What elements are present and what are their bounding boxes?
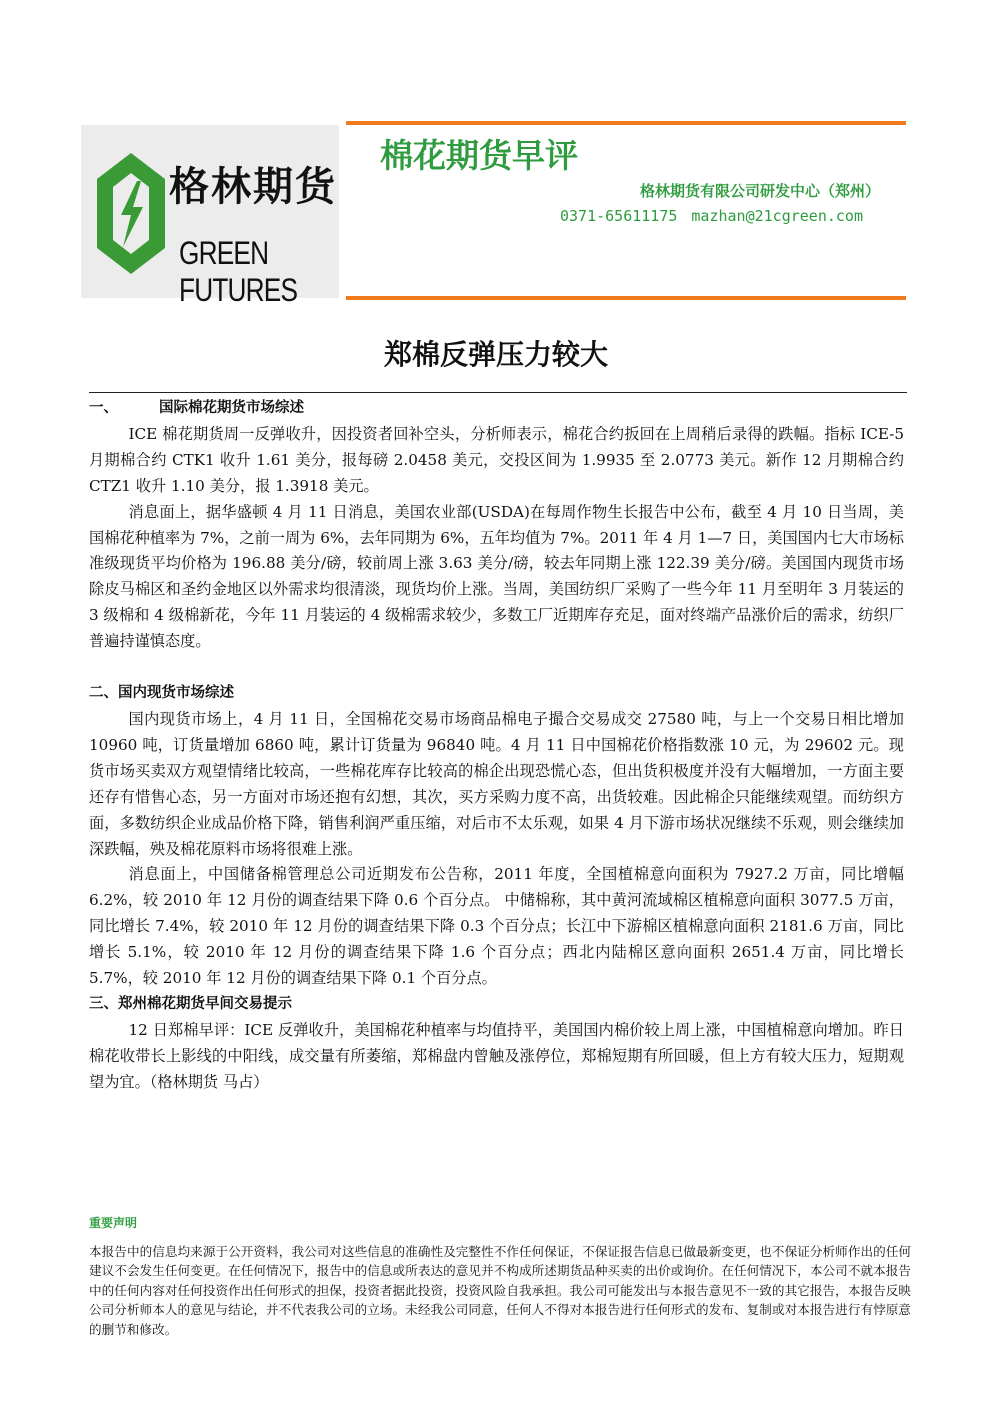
report-series-title: 棉花期货早评 [380,136,578,175]
section-heading-international [89,396,904,422]
section-heading-domestic: 二、国内现货市场综述 [89,685,234,702]
paragraph: 消息面上，据华盛顿 4 月 11 日消息，美国农业部(USDA)在每周作物生长报告中公布，截至 4 月 10 日当周，美国棉花种植率为 7%，之前一周为 6%，去年同期为 6%，五年均值为 7%。2011 年 4 月 1—7 日，美国国内七大市场标准级现货平均价格为 196.88 美分/磅，较前周上涨 3.63 美分/磅，较去年同期上涨 122.39 美分/磅。美国国内现货市场除皮马棉区和圣约金地区以外需求均很清淡，现货均价上涨。当周，美国纺织厂采购了一些今年 11 月至明年 3 月装运的 3 级棉和 4 级棉新花，今年 11 月装运的 4 级棉需求较少，多数工厂近期库存充足，面对终端产品涨价后的需求，纺织厂普遍持谨慎态度。 [89,502,904,651]
company-logo [81,125,339,308]
logo-english-name: GREEN FUTURES [179,235,298,308]
section-heading-trading-tips: 三、郑州棉花期货早间交易提示 [89,995,292,1012]
header-rule-bottom [346,296,906,300]
disclaimer-title: 重要声明 [89,1216,138,1230]
disclaimer-body: 本报告中的信息均来源于公开资料，我公司对这些信息的准确性及完整性不作任何保证，不保证报告信息已做最新变更，也不保证分析师作出的任何建议不会发生任何变更。在任何情况下，报告中的信息或所表达的意见并不构成所述期货品种买卖的出价或询价。在任何情况下，本公司不就本报告中的任何内容对任何投资作出任何形式的担保，投资者据此投资，投资风险自我承担。我公司可能发出与本报告意见不一致的其它报告，本报告反映公司分析师本人的意见与结论，并不代表我公司的立场。未经我公司同意，任何人不得对本报告进行任何形式的发布、复制或对本报告进行有悖原意的删节和修改。 [89,1244,911,1337]
spacer [89,655,904,681]
section-number: 一、 [89,400,118,416]
document-title: 郑棉反弹压力较大 [383,338,608,371]
title-divider [89,392,907,393]
paragraph: 12 日郑棉早评：ICE 反弹收升，美国棉花种植率与均值持平，美国国内棉价较上周上涨，中国植棉意向增加。昨日棉花收带长上影线的中阳线，成交量有所萎缩，郑棉盘内曾触及涨停位，郑棉短期有所回暖，但上方有较大压力，短期观望为宜。（格林期货 马占） [89,1020,904,1091]
contact-phone: 0371-65611175 [560,207,678,225]
green-futures-logo-icon [95,151,167,276]
contact-email: mazhan@21cgreen.com [691,207,863,225]
paragraph: 消息面上，中国储备棉管理总公司近期发布公告称，2011 年度，全国植棉意向面积为 7927.2 万亩，同比增幅 6.2%，较 2010 年 12 月份的调查结果下降 0.6 个百分点。 中储棉称，其中黄河流域棉区植棉意向面积 3077.5 万亩，同比增长 7.4%，较 2010 年 12 月份的调查结果下降 0.3 个百分点；长江中下游棉区植棉意向面积 2181.6 万亩，同比增长 5.1%，较 2010 年 12 月份的调查结果下降 1.6 个百分点；西北内陆棉区意向面积 2651.4 万亩，同比增长 5.7%，较 2010 年 12 月份的调查结果下降 0.1 个百分点。 [89,865,904,988]
logo-chinese-name: 格林期货 [169,164,337,210]
paragraph: 国内现货市场上，4 月 11 日，全国棉花交易市场商品棉电子撮合交易成交 27580 吨，与上一个交易日相比增加 10960 吨，订货量增加 6860 吨，累计订货量为 96840 吨。4 月 11 日中国棉花价格指数涨 10 元，为 29602 元。现货市场买卖双方观望情绪比较高，一些棉花库存比较高的棉企出现恐慌心态，但出货积极度并没有大幅增加，一方面主要还存有惜售心态，另一方面对市场还抱有幻想，其次，买方采购力度不高，出货较难。因此棉企只能继续观望。而纺织方面，多数纺织企业成品价格下降，销售利润严重压缩，对后市不太乐观，如果 4 月下游市场状况继续不乐观，则会继续加深跌幅，殃及棉花原料市场将很难上涨。 [89,709,904,858]
report-body [89,396,904,1096]
section-heading-text: 国际棉花期货市场综述 [159,400,304,416]
header-rule-top [346,121,906,125]
contact-line [560,207,877,225]
paragraph: ICE 棉花期货周一反弹收升，因投资者回补空头，分析师表示，棉花合约扳回在上周稍后录得的跌幅。指标 ICE-5 月期棉合约 CTK1 收升 1.61 美分，报每磅 2.0458 美元，交投区间为 1.9935 至 2.0773 美元。新作 12 月期棉合约 CTZ1 收升 1.10 美分，报 1.3918 美元。 [89,424,904,495]
organization-name: 格林期货有限公司研发中心（郑州） [639,182,880,200]
